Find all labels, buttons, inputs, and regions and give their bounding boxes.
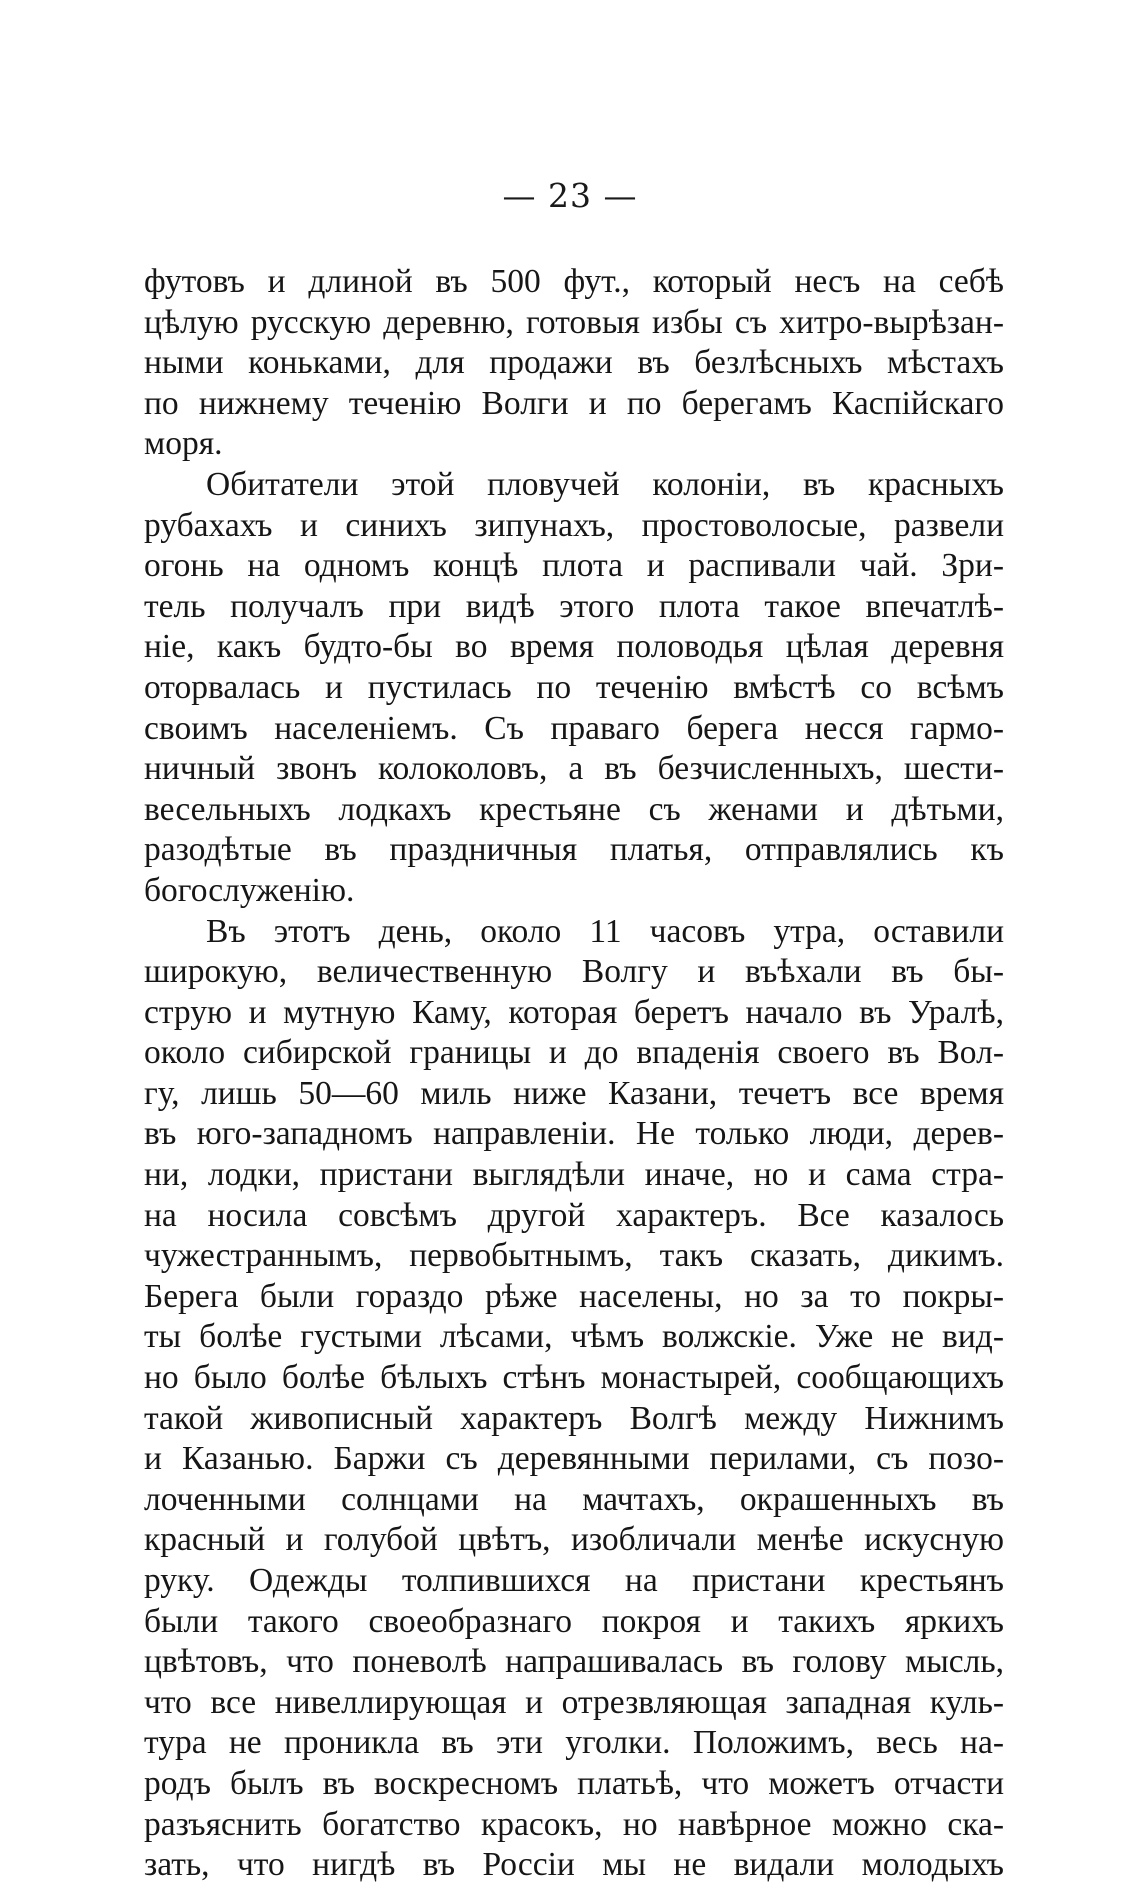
- text-line: ничный звонъ колоколовъ, а въ безчисленныхъ, шести-: [144, 750, 1004, 788]
- text-line: ніе, какъ будто-бы во время половодья цѣлая деревня: [144, 628, 1004, 666]
- text-line: весельныхъ лодкахъ крестьяне съ женами и дѣтьми,: [144, 790, 1004, 828]
- text-line: Обитатели этой пловучей колоніи, въ красныхъ: [206, 465, 1004, 503]
- text-line: Въ этотъ день, около 11 часовъ утра, оставили: [206, 912, 1004, 950]
- text-line: красный и голубой цвѣтъ, изобличали менѣе искусную: [144, 1521, 1004, 1559]
- text-line: ты болѣе густыми лѣсами, чѣмъ волжскіе. Уже не вид-: [144, 1318, 1004, 1356]
- text-line: по нижнему теченію Волги и по берегамъ Каспійскаго: [144, 384, 1004, 422]
- text-line: разодѣтые въ праздничныя платья, отправлялись къ: [144, 831, 1004, 869]
- paragraph-1: [144, 262, 1004, 465]
- text-line: что все нивеллирующая и отрезвляющая западная куль-: [144, 1683, 1004, 1721]
- text-line: гу, лишь 50—60 миль ниже Казани, течетъ все время: [144, 1074, 1004, 1112]
- text-line: широкую, величественную Волгу и въѣхали въ бы-: [144, 953, 1004, 991]
- text-line: цвѣтовъ, что поневолѣ напрашивалась въ голову мысль,: [144, 1643, 1004, 1681]
- text-line: чужестраннымъ, первобытнымъ, такъ сказать, дикимъ.: [144, 1237, 1004, 1275]
- text-line: футовъ и длиной въ 500 фут., который несъ на себѣ: [144, 263, 1004, 300]
- text-line: и Казанью. Баржи съ деревянными перилами, съ позо-: [144, 1440, 1004, 1478]
- text-line: рубахахъ и синихъ зипунахъ, простоволосые, развели: [144, 506, 1004, 544]
- text-line: моря.: [144, 425, 223, 463]
- paragraph-2: [144, 465, 1004, 912]
- page-number: — 23 —: [502, 176, 638, 215]
- text-line: оторвалась и пустилась по теченію вмѣстѣ со всѣмъ: [144, 668, 1004, 706]
- text-line: на носила совсѣмъ другой характеръ. Все казалось: [144, 1196, 1004, 1234]
- text-line: въ юго-западномъ направленіи. Не только люди, дерев-: [144, 1115, 1004, 1153]
- paragraph-3: [144, 912, 1004, 1886]
- text-line: родъ былъ въ воскресномъ платьѣ, что можетъ отчасти: [144, 1764, 1004, 1802]
- text-line: зать, что нигдѣ въ Россіи мы не видали молодыхъ: [144, 1846, 1004, 1884]
- text-line: руку. Одежды толпившихся на пристани крестьянъ: [144, 1562, 1004, 1599]
- text-line: ными коньками, для продажи въ безлѣсныхъ мѣстахъ: [144, 344, 1004, 382]
- body-text: [144, 262, 1004, 1886]
- text-line: были такого своеобразнаго покроя и такихъ яркихъ: [144, 1602, 1004, 1640]
- text-line: Берега были гораздо рѣже населены, но за то покры-: [144, 1277, 1004, 1315]
- text-line: ни, лодки, пристани выглядѣли иначе, но и сама стра-: [144, 1156, 1004, 1194]
- text-line: но было болѣе бѣлыхъ стѣнъ монастырей, сообщающихъ: [144, 1359, 1004, 1397]
- text-line: разъяснить богатство красокъ, но навѣрное можно ска-: [144, 1805, 1004, 1843]
- text-line: тура не проникла въ эти уголки. Положимъ, весь на-: [144, 1724, 1004, 1762]
- text-line: струю и мутную Каму, которая беретъ начало въ Уралѣ,: [144, 993, 1004, 1031]
- text-line: богослуженію.: [144, 871, 355, 909]
- text-line: тель получалъ при видѣ этого плота такое впечатлѣ-: [144, 587, 1004, 625]
- text-line: огонь на одномъ концѣ плота и распивали чай. Зри-: [144, 547, 1004, 585]
- text-line: около сибирской границы и до впаденія своего въ Вол-: [144, 1034, 1004, 1072]
- text-line: лоченными солнцами на мачтахъ, окрашенныхъ въ: [144, 1480, 1004, 1518]
- text-line: такой живописный характеръ Волгѣ между Нижнимъ: [144, 1399, 1004, 1437]
- text-line: цѣлую русскую деревню, готовыя избы съ хитро-вырѣзан-: [144, 303, 1004, 341]
- text-line: своимъ населеніемъ. Съ праваго берега несся гармо-: [144, 709, 1004, 747]
